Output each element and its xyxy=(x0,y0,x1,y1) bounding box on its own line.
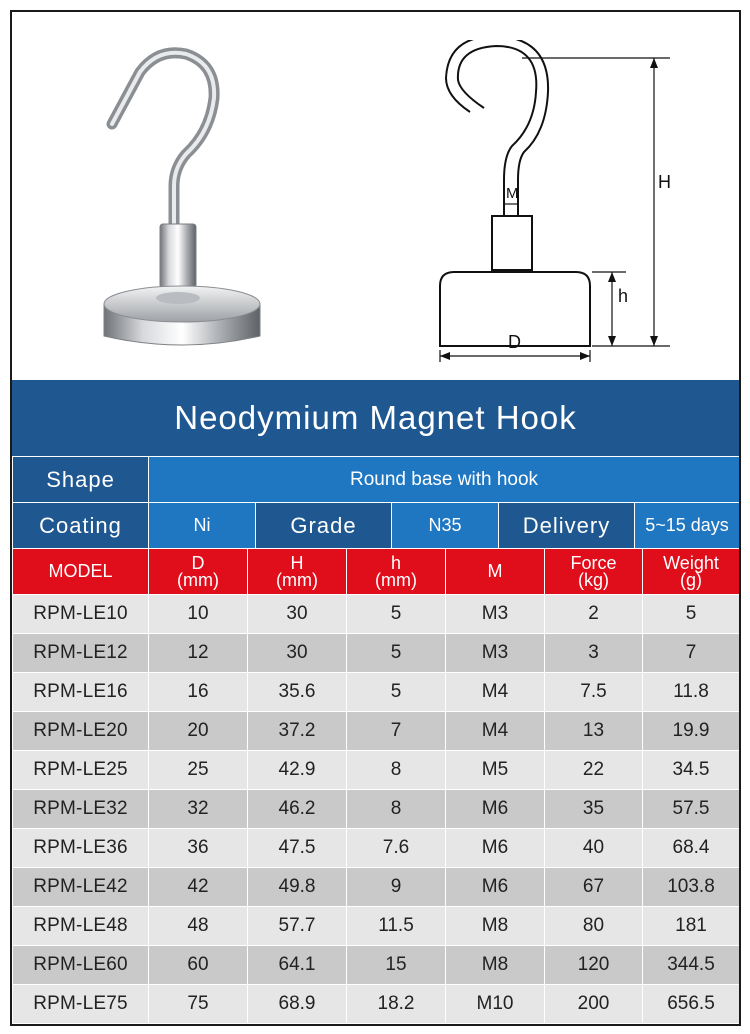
cell-weight: 7 xyxy=(643,634,740,673)
cell-force: 67 xyxy=(545,868,643,907)
table-row xyxy=(13,634,740,673)
column-header-model xyxy=(13,549,149,595)
dimension-label-M: M xyxy=(506,185,519,202)
cell-h-base: 8 xyxy=(347,751,446,790)
cell-d: 36 xyxy=(149,829,248,868)
cell-force: 200 xyxy=(545,985,643,1024)
cell-model: RPM-LE12 xyxy=(13,634,149,673)
cell-h-base: 9 xyxy=(347,868,446,907)
cell-m: M3 xyxy=(446,595,545,634)
cell-weight: 181 xyxy=(643,907,740,946)
shape-label: Shape xyxy=(13,457,149,503)
table-header-row xyxy=(13,549,740,595)
cell-force: 7.5 xyxy=(545,673,643,712)
cell-model: RPM-LE42 xyxy=(13,868,149,907)
cell-d: 32 xyxy=(149,790,248,829)
column-header-unit: (g) xyxy=(680,569,702,590)
dimension-label-D: D xyxy=(508,332,521,352)
column-header-m xyxy=(446,549,545,595)
column-header-title: H xyxy=(290,552,304,573)
cell-weight: 11.8 xyxy=(643,673,740,712)
cell-weight: 34.5 xyxy=(643,751,740,790)
column-header-d xyxy=(149,549,248,595)
cell-h-base: 7.6 xyxy=(347,829,446,868)
cell-model: RPM-LE48 xyxy=(13,907,149,946)
table-row xyxy=(13,751,740,790)
cell-force: 2 xyxy=(545,595,643,634)
cell-h-total: 57.7 xyxy=(248,907,347,946)
cell-m: M4 xyxy=(446,673,545,712)
table-row xyxy=(13,946,740,985)
table-row xyxy=(13,712,740,751)
column-header-unit: (kg) xyxy=(578,569,609,590)
product-sheet xyxy=(10,10,741,1026)
cell-m: M6 xyxy=(446,790,545,829)
cell-h-total: 30 xyxy=(248,595,347,634)
cell-force: 80 xyxy=(545,907,643,946)
cell-model: RPM-LE32 xyxy=(13,790,149,829)
cell-h-base: 8 xyxy=(347,790,446,829)
cell-m: M3 xyxy=(446,634,545,673)
cell-m: M6 xyxy=(446,829,545,868)
cell-m: M10 xyxy=(446,985,545,1024)
cell-h-total: 30 xyxy=(248,634,347,673)
cell-d: 12 xyxy=(149,634,248,673)
spec-table xyxy=(12,456,740,549)
table-row xyxy=(13,907,740,946)
column-header-title: D xyxy=(191,552,205,573)
cell-weight: 68.4 xyxy=(643,829,740,868)
cell-model: RPM-LE36 xyxy=(13,829,149,868)
cell-force: 22 xyxy=(545,751,643,790)
cell-h-base: 11.5 xyxy=(347,907,446,946)
cell-h-base: 15 xyxy=(347,946,446,985)
cell-m: M6 xyxy=(446,868,545,907)
magnet-hook-photo xyxy=(82,36,282,356)
cell-h-base: 5 xyxy=(347,595,446,634)
model-table xyxy=(12,548,740,1024)
cell-model: RPM-LE75 xyxy=(13,985,149,1024)
cell-h-base: 18.2 xyxy=(347,985,446,1024)
column-header-weight xyxy=(643,549,740,595)
column-header-h-base xyxy=(347,549,446,595)
column-header-unit: (mm) xyxy=(375,569,417,590)
table-row xyxy=(13,829,740,868)
cell-h-total: 47.5 xyxy=(248,829,347,868)
shape-value: Round base with hook xyxy=(149,457,740,503)
column-header-title: Force xyxy=(570,552,617,573)
delivery-label: Delivery xyxy=(499,503,635,549)
grade-label: Grade xyxy=(256,503,392,549)
column-header-force xyxy=(545,549,643,595)
column-header-title: MODEL xyxy=(48,561,113,581)
cell-d: 25 xyxy=(149,751,248,790)
spec-row-shape xyxy=(13,457,740,503)
cell-m: M8 xyxy=(446,907,545,946)
cell-d: 42 xyxy=(149,868,248,907)
table-row xyxy=(13,868,740,907)
delivery-value: 5~15 days xyxy=(635,503,740,549)
spec-row-coating xyxy=(13,503,740,549)
table-row xyxy=(13,790,740,829)
cell-m: M5 xyxy=(446,751,545,790)
cell-h-total: 35.6 xyxy=(248,673,347,712)
cell-weight: 19.9 xyxy=(643,712,740,751)
cell-h-total: 37.2 xyxy=(248,712,347,751)
coating-label: Coating xyxy=(13,503,149,549)
cell-h-base: 5 xyxy=(347,673,446,712)
column-header-title: M xyxy=(487,561,503,581)
cell-h-base: 5 xyxy=(347,634,446,673)
cell-d: 75 xyxy=(149,985,248,1024)
cell-weight: 656.5 xyxy=(643,985,740,1024)
cell-h-base: 7 xyxy=(347,712,446,751)
column-header-title: Weight xyxy=(663,552,719,573)
grade-value: N35 xyxy=(392,503,499,549)
cell-d: 48 xyxy=(149,907,248,946)
table-row xyxy=(13,985,740,1024)
cell-weight: 103.8 xyxy=(643,868,740,907)
page-title: Neodymium Magnet Hook xyxy=(12,380,739,456)
cell-m: M8 xyxy=(446,946,545,985)
column-header-title: h xyxy=(390,552,401,573)
cell-force: 35 xyxy=(545,790,643,829)
column-header-unit: (mm) xyxy=(276,569,318,590)
column-header-unit: (mm) xyxy=(177,569,219,590)
cell-model: RPM-LE20 xyxy=(13,712,149,751)
cell-m: M4 xyxy=(446,712,545,751)
cell-h-total: 46.2 xyxy=(248,790,347,829)
coating-value: Ni xyxy=(149,503,256,549)
table-row xyxy=(13,673,740,712)
column-header-h-total xyxy=(248,549,347,595)
cell-d: 60 xyxy=(149,946,248,985)
product-illustration xyxy=(12,12,739,380)
cell-d: 10 xyxy=(149,595,248,634)
cell-force: 3 xyxy=(545,634,643,673)
cell-h-total: 64.1 xyxy=(248,946,347,985)
cell-weight: 344.5 xyxy=(643,946,740,985)
cell-weight: 57.5 xyxy=(643,790,740,829)
dimension-label-h: h xyxy=(618,286,629,306)
dimension-label-H: H xyxy=(658,172,671,192)
cell-h-total: 68.9 xyxy=(248,985,347,1024)
cell-weight: 5 xyxy=(643,595,740,634)
cell-model: RPM-LE10 xyxy=(13,595,149,634)
dimension-drawing xyxy=(412,40,692,370)
cell-d: 20 xyxy=(149,712,248,751)
cell-model: RPM-LE25 xyxy=(13,751,149,790)
cell-model: RPM-LE60 xyxy=(13,946,149,985)
cell-force: 120 xyxy=(545,946,643,985)
cell-force: 40 xyxy=(545,829,643,868)
cell-model: RPM-LE16 xyxy=(13,673,149,712)
cell-force: 13 xyxy=(545,712,643,751)
cell-h-total: 42.9 xyxy=(248,751,347,790)
cell-h-total: 49.8 xyxy=(248,868,347,907)
cell-d: 16 xyxy=(149,673,248,712)
table-row xyxy=(13,595,740,634)
